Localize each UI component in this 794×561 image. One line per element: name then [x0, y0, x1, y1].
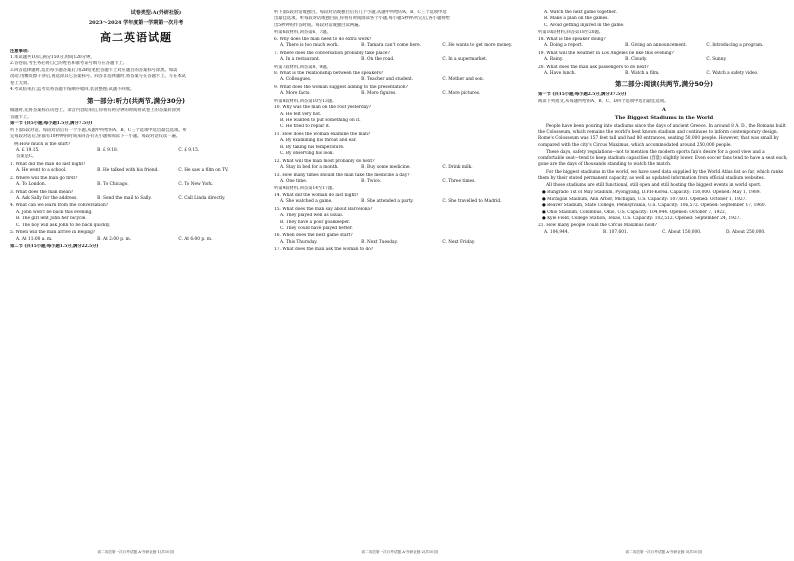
article-paragraph: All those stadiums are still functional, still open and still hosting the biggest events in world sport.: [546, 182, 762, 188]
material-heading: 听第8段材料,回答第10至13题。: [274, 98, 337, 104]
note-line: 3.回答选择题时,选出每小题答案后,用2B铅笔把答题卡上对应题目的答案标号涂黑。如需: [10, 67, 178, 73]
material-heading: 听第6段材料,回答第6、7题。: [274, 30, 331, 36]
option: C. She travelled to Madrid.: [442, 199, 502, 205]
question-18: 18. What is the speaker doing?: [538, 36, 606, 42]
stadium-item: ● Ohio Stadium, Columbus, Ohio, U.S. Capacity: 104,944. Opened: October 7, 1922.: [542, 209, 727, 215]
option: B. Buy some medicine.: [361, 165, 411, 171]
option: C. The boy will ask John to be back quickly.: [16, 222, 111, 228]
note-line: 4.考试结束后,监考员将答题卡按顺序收回,装袋整理;试题不回收。: [10, 87, 135, 93]
option: B. Make a plan on the games.: [544, 16, 609, 22]
question-14: 14. What did the woman do last night?: [274, 192, 359, 198]
section1-direction: 完每段对话后,你都有10秒钟的时间来回答有关小题和阅读下一小题。每段对话仅读一遍。: [10, 134, 181, 140]
example-question: 例:How much is the shirt?: [14, 141, 71, 147]
option: C. In a supermarket.: [442, 57, 488, 63]
question-2-options: [10, 182, 262, 188]
option: C. Avoid getting injured in the game.: [544, 22, 625, 28]
option: D. About 250,000.: [726, 229, 766, 235]
question-19: 19. What will the weather in Los Angeles be like this evening?: [538, 50, 674, 56]
question-5: 5. When will the man arrive in Beijing?: [10, 230, 96, 236]
option: A. Stay in bed for a month.: [280, 165, 339, 171]
option: A. Doing a report.: [544, 43, 584, 49]
option: C. By observing his look.: [280, 151, 334, 157]
option: B. Send the mail to Sally.: [97, 196, 152, 201]
part1-title: 第一部分:听力(共两节,满分30分): [86, 96, 186, 105]
question-21-options: [538, 230, 790, 236]
option: C. Three times.: [442, 178, 476, 184]
material-heading: 听第10段材料,回答第18至20题。: [538, 30, 604, 36]
option: C. £ 9.15.: [178, 147, 200, 153]
notes-heading: 注意事项:: [10, 48, 29, 54]
material-heading: 听第9段材料,回答第14至17题。: [274, 186, 337, 192]
question-4: 4. What can we learn from the conversation?: [10, 203, 109, 209]
question-16: 16. When does the next game start?: [274, 233, 353, 239]
article-paragraph: People have been pouring into stadiums since the days of ancient Greece. In around 8 A. D., the Romans built the Colosseum, which remains the world's best known stadium and continues to inform contemporary design. Rome's Colosseum was 157 feet tall and had 80 entrances, seating 50,000 people. However, that was small by compared with the city's Circus Maximus, which accommodated around 250,000 people.: [538, 124, 786, 148]
option: C. Call Linda directly.: [178, 196, 226, 201]
option: B. She attended a party.: [361, 199, 414, 205]
question-2: 2. Where will the man go first?: [10, 175, 78, 181]
option: C. He tried to repair it.: [280, 124, 331, 130]
option: A. To London.: [16, 182, 46, 188]
option: A. He felt very hot.: [280, 111, 322, 117]
reading-section1-heading: 第一节 (共15小题;每小题2.5分,满分37.5分): [538, 92, 627, 98]
question-12: 12. What will the man most probably do next?: [274, 158, 375, 164]
option: C. Sunny.: [706, 57, 727, 63]
option: A. One time.: [280, 178, 308, 184]
question-21: 21. How many people could the Circus Maximus hold?: [538, 223, 657, 229]
option: C. He saw a film on TV.: [178, 168, 229, 174]
exam-title: 高二英语试题: [100, 31, 172, 44]
option: B. 107,601.: [603, 229, 629, 235]
option: A. She watched a game.: [280, 199, 333, 205]
question-8-options: [274, 77, 526, 83]
option: A. Rainy.: [544, 57, 564, 63]
option: B. £ 9.18.: [97, 147, 119, 153]
option: B. Tamara can't come here.: [361, 43, 422, 49]
option: A. John won't be back this evening.: [16, 209, 93, 215]
option: B. Cloudy.: [625, 57, 648, 63]
example-options: [10, 148, 262, 154]
option: C. He wants to get more money.: [442, 43, 513, 49]
option: C. Drink milk.: [442, 165, 473, 171]
article-paragraph: For the biggest stadiums in the world, we have used data supplied by the World Atlas list so far, which ranks them by their stated permanent capacity, as well as updated information from official stadium websites.: [538, 169, 784, 181]
option: A. He went to a school.: [16, 168, 67, 174]
option: C. Introducing a program.: [706, 43, 764, 49]
option: A. Have lunch.: [544, 70, 576, 76]
option: B. Next Tuesday.: [361, 239, 398, 245]
section2-heading: 第二节 (共15小题;每小题1.5分,满分22.5分): [10, 244, 99, 250]
option: C. Next Friday.: [442, 239, 475, 245]
question-13-options: [274, 179, 526, 185]
question-7: 7. Where does the conversation probably take place?: [274, 50, 390, 56]
question-18-options: [538, 43, 790, 49]
question-12-options: [274, 165, 526, 171]
option: A. They played well as usual.: [280, 213, 344, 219]
section2-direction: 出最佳选项。听每段对话或独白前,你将有时间阅读各个小题,每小题5秒钟;听完后,各小题将给: [274, 16, 450, 22]
note-line: 改动,用橡皮擦干净后,再选涂其它答案标号。回答非选择题时,将答案写在答题卡上。写在本试: [10, 74, 186, 80]
example-answer: 答案是C。: [16, 154, 37, 160]
section2-direction: 听下面5段对话或独白。每段对话或独白后有几个小题,从题中所给的A、B、C三个选项中选: [274, 10, 447, 15]
question-7-options: [274, 57, 526, 63]
question-6-options: [274, 43, 526, 49]
page-footer: 高二英语第一次月考试题 A-外研社版-3(共10页): [625, 549, 703, 554]
question-8: 8. What is the relationship between the speakers?: [274, 70, 384, 76]
option: B. Teacher and student.: [361, 77, 414, 83]
option: A. There is too much work.: [280, 43, 339, 49]
option: C. Mother and son.: [442, 77, 485, 83]
option: C. To New York.: [178, 182, 214, 188]
paper-type-label: 试卷类型:A(外研社版): [130, 10, 182, 16]
option: B. They have a poor goalkeeper.: [280, 219, 351, 225]
page-3: [532, 0, 794, 561]
option: B. He talked with his friend.: [97, 168, 159, 174]
option: B. By taking his temperature.: [280, 144, 345, 150]
option: A. Colleagues.: [280, 77, 312, 83]
question-13: 13. How many times should the man take the medicine a day?: [274, 172, 410, 178]
option: B. At 2:00 p. m.: [97, 236, 132, 242]
option: B. More figures.: [361, 91, 397, 97]
page-footer: 高二英语第一次月考试题 A-外研社版-1(共10页): [97, 549, 175, 554]
option: B. Giving an announcement.: [625, 43, 687, 49]
material-heading: 听第7段材料,回答第8、9题。: [274, 64, 331, 70]
option: B. Twice.: [361, 178, 382, 184]
question-20-options: [538, 71, 790, 77]
question-1-options: [10, 168, 262, 174]
stadium-item: ● Kyle Field, College Station, Texas, U.S. Capacity: 102,512. Opened: September 24, 1927.: [542, 215, 741, 221]
note-line: 卷上无效。: [10, 80, 32, 86]
stadium-item: ● Rungrado 1st of May Stadium, Pyongyang, D.P.R-Korea. Capacity: 150,000. Opened: May 1, 1989.: [542, 190, 761, 196]
question-15: 15. What does the man say about Barcelona?: [274, 206, 373, 212]
option: A. At 11:00 a. m.: [16, 236, 53, 242]
question-9-options: [274, 91, 526, 97]
reading-direction: 阅读下列短文,从每题所给的A、B、C、D四个选项中选出最佳选项。: [538, 98, 669, 104]
passage-letter: A: [662, 107, 666, 113]
note-line: 2.答卷前,考生务必将自己的姓名和准考证号填写在答题卡上。: [10, 61, 128, 67]
part1-note: 做题时,先将答案标在试卷上。录音内容结束后,你将有两分钟的时间将试卷上的答案转涂到: [10, 108, 181, 114]
question-5-options: [10, 237, 262, 243]
option: C. More pictures.: [442, 91, 481, 97]
question-14-options: [274, 199, 526, 205]
option: B. He wanted to put something on it.: [280, 118, 361, 123]
question-1: 1. What did the man do last night?: [10, 161, 86, 167]
option: B. To Chicago.: [97, 182, 129, 188]
part2-title: 第二部分:阅读(共两节,满分50分): [614, 80, 714, 89]
stadium-item: ● Michigan Stadium, Ann Arbor, Michigan, U.S. Capacity: 107,601. Opened: October 1, 1927.: [542, 196, 747, 202]
option: B. Watch a film.: [625, 70, 660, 76]
article-title: The Biggest Stadiums in the World: [614, 114, 714, 121]
section1-heading: 第一节 (共5小题;每小题1.5分,满分7.5分): [10, 121, 93, 127]
option: C. They could have played better.: [280, 226, 353, 231]
stadium-item: ● Beaver Stadium, State College, Pennsylvania, U.S. Capacity: 106,572. Opened: September 17, 1960.: [542, 203, 766, 209]
option: A. This Thursday.: [280, 239, 318, 245]
question-3-options: [10, 196, 262, 202]
option: A. £ 19.15.: [16, 147, 40, 153]
option: C. Watch a safety video.: [706, 70, 759, 76]
option: A. Watch the next game together.: [544, 10, 617, 15]
question-17: 17. What does the man ask the woman to do?: [274, 247, 374, 253]
question-16-options: [274, 240, 526, 246]
option: A. More facts.: [280, 91, 311, 97]
question-20: 20. What does the man ask passengers to do next?: [538, 64, 649, 70]
page-footer: 高二英语第一次月考试题 A-外研社版-2(共10页): [361, 549, 439, 554]
page-2: [268, 0, 532, 561]
question-9: 9. What does the woman suggest adding to the presentation?: [274, 84, 408, 90]
option: A. In a restaurant.: [280, 57, 320, 63]
option: A. By examining his throat and ear.: [280, 138, 357, 144]
question-6: 6. Why does the man need to do extra work?: [274, 36, 372, 42]
option: B. The girl lent John her bicycle.: [16, 216, 87, 222]
option: C. About 150,000.: [662, 229, 702, 235]
option: A. 104,944.: [544, 229, 569, 235]
exam-year: 2023～2024 学年度第一学期第一次月考: [88, 19, 184, 26]
part1-note: 答题卡上。: [10, 114, 32, 120]
option: C. At 6:00 p. m.: [178, 236, 213, 242]
section2-direction: 出5秒钟的作答时间。每段对话或独白读两遍。: [274, 22, 363, 28]
section1-direction: 听下面5段对话。每段对话后有一个小题,从题中所给的A、B、C三个选项中选出最佳选项。听: [10, 127, 187, 133]
page-1: [4, 0, 268, 561]
question-3: 3. What does the man mean?: [10, 189, 74, 195]
question-10: 10. Why was the man on the roof yesterday?: [274, 105, 372, 111]
article-paragraph: These days, safety regulations—not to mention the modern sports fan's desire for a good view and a comfortable seat—tend to keep stadium capacities (容量) slightly lower. Even soccer fans tend to have a seat each; gone are the days of thousands standing to watch the match.: [538, 149, 788, 168]
question-11: 11. How does the woman examine the man?: [274, 131, 371, 137]
question-19-options: [538, 57, 790, 63]
option: A. Ask Sally for the address.: [16, 196, 78, 201]
option: B. On the road.: [361, 57, 395, 63]
note-line: 1.本试题共10页,满分150分,时间120分钟。: [10, 54, 95, 60]
